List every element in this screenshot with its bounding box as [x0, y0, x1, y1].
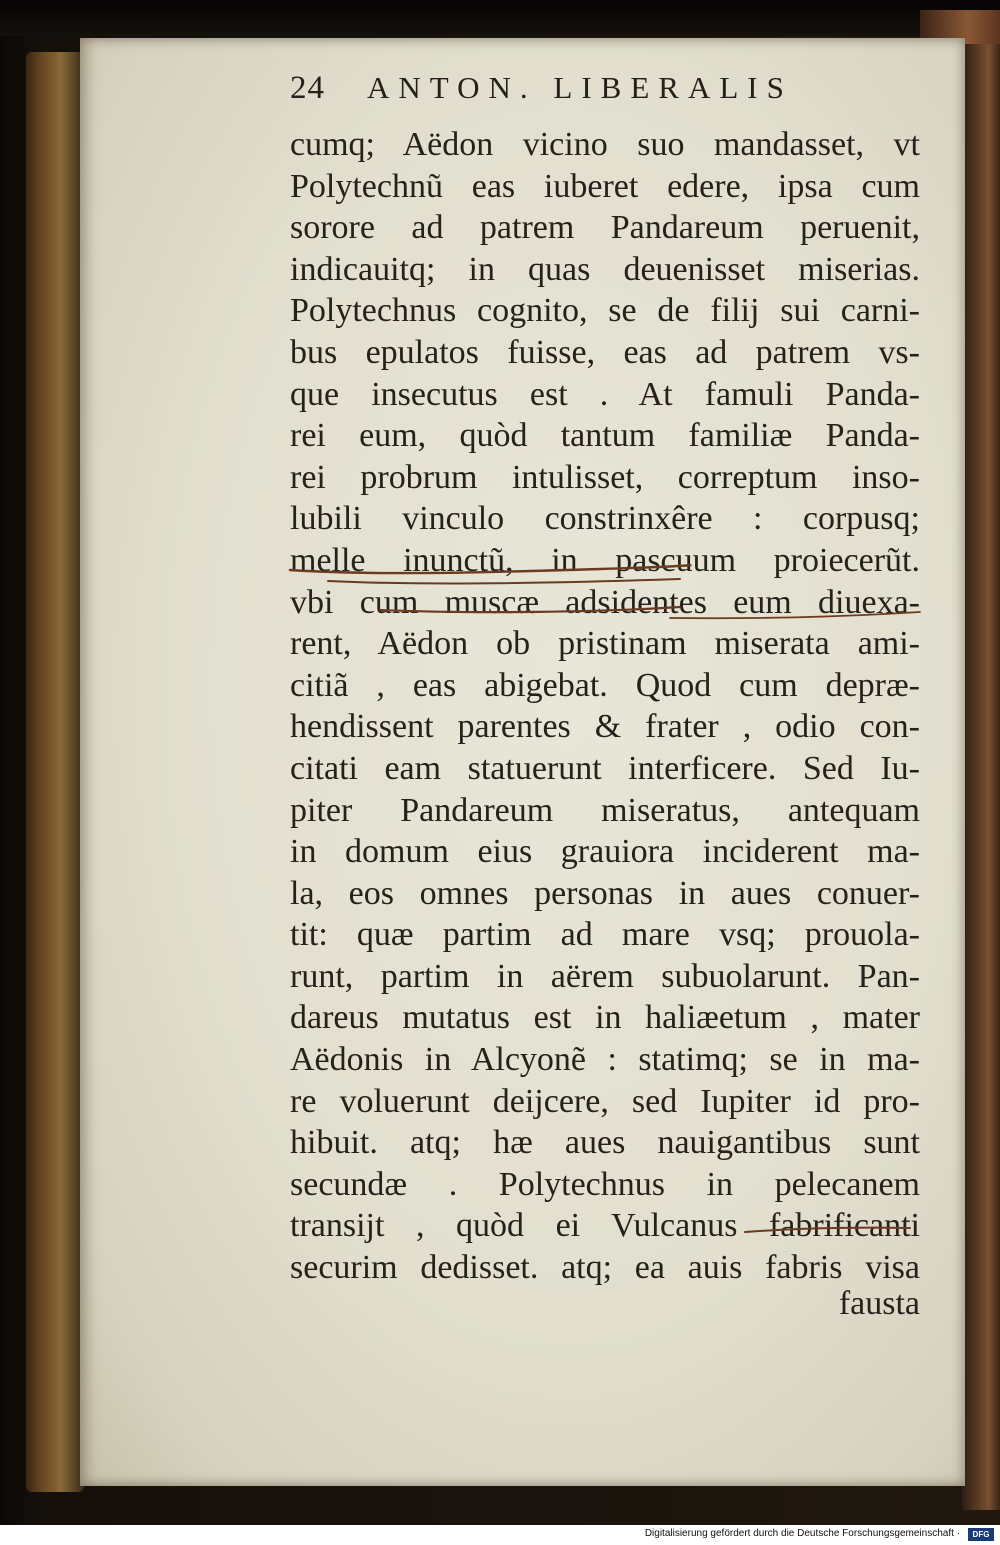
text-line: que insecutus est . At famuli Panda- — [290, 375, 920, 413]
text-line: citiã , eas abigebat. Quod cum depræ- — [290, 666, 920, 704]
page-header — [290, 70, 920, 107]
catchword: fausta — [838, 1285, 920, 1322]
body-text — [290, 124, 920, 1289]
text-line: citati eam statuerunt interficere. Sed Iu- — [290, 749, 920, 787]
running-title: ANTON. LIBERALIS — [367, 70, 793, 105]
page-number: 24 — [290, 70, 325, 106]
footer-credit: Digitalisierung gefördert durch die Deutsche Forschungsgemeinschaft · — [644, 1528, 960, 1539]
scan-top-edge — [0, 0, 1000, 36]
text-line: piter Pandareum miseratus, antequam — [290, 791, 920, 829]
text-line: hibuit. atq; hæ aues nauigantibus sunt — [290, 1124, 920, 1162]
text-line: runt, partim in aërem subuolarunt. Pan- — [290, 957, 920, 995]
text-line: securim dedisset. atq; ea auis fabris visa — [290, 1249, 920, 1287]
text-line: Aëdonis in Alcyonẽ : statimq; se in ma- — [290, 1041, 920, 1079]
text-line: rei probrum intulisset, correptum inso- — [290, 458, 920, 496]
text-line: Polytechnũ eas iuberet edere, ipsa cum — [290, 167, 920, 205]
text-line: la, eos omnes personas in aues conuer- — [290, 874, 920, 912]
book-binding-left — [26, 52, 84, 1492]
text-line: transijt , quòd ei Vulcanus fabrificanti — [290, 1207, 920, 1245]
text-line: Polytechnus cognito, se de filij sui carni- — [290, 292, 920, 330]
text-line: tit: quæ partim ad mare vsq; prouola- — [290, 916, 920, 954]
text-line: indicauitq; in quas deuenisset miserias. — [290, 250, 920, 288]
text-line: lubili vinculo constrinxêre : corpusq; — [290, 500, 920, 538]
text-line: sorore ad patrem Pandareum peruenit, — [290, 209, 920, 247]
text-line: rei eum, quòd tantum familiæ Panda- — [290, 417, 920, 455]
text-line: secundæ . Polytechnus in pelecanem — [290, 1165, 920, 1203]
text-line: cumq; Aëdon vicino suo mandasset, vt — [290, 126, 920, 163]
dfg-logo: DFG — [968, 1528, 994, 1541]
text-line: rent, Aëdon ob pristinam miserata ami- — [290, 625, 920, 663]
text-line: dareus mutatus est in haliæetum , mater — [290, 999, 920, 1037]
text-line: melle inunctũ, in pascuum proiecerũt. — [290, 541, 920, 579]
footer-bar — [0, 1525, 1000, 1545]
text-line: bus epulatos fuisse, eas ad patrem vs- — [290, 333, 920, 371]
book-cover-right — [962, 10, 1000, 1510]
book-page — [80, 38, 965, 1486]
text-line: hendissent parentes & frater , odio con- — [290, 708, 920, 746]
text-line: in domum eius grauiora inciderent ma- — [290, 833, 920, 871]
text-line: vbi cum muscæ adsidentes eum diuexa- — [290, 583, 920, 621]
text-line: re voluerunt deijcere, sed Iupiter id pro- — [290, 1082, 920, 1120]
